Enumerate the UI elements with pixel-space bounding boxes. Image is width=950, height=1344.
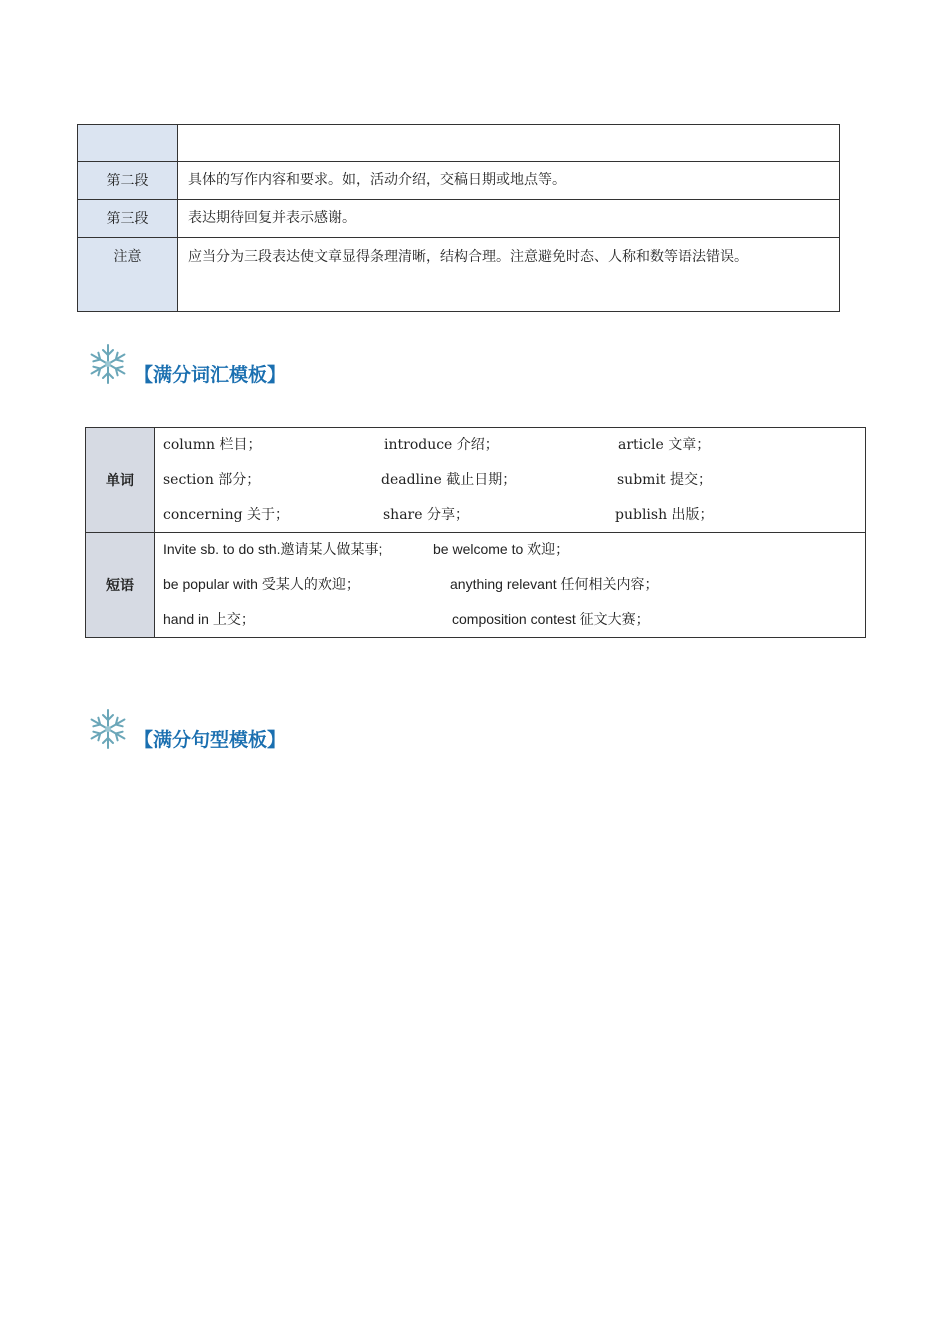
row-label: 第三段: [78, 200, 178, 238]
section-heading-vocab: [86, 342, 386, 386]
row-label: 第二段: [78, 162, 178, 200]
table-row: [78, 125, 840, 162]
vocab-word: concerning 关于；: [163, 507, 290, 523]
table-row: [78, 200, 840, 238]
row-text: [178, 125, 840, 162]
row-text: 应当分为三段表达使文章显得条理清晰，结构合理。注意避免时态、人称和数等语法错误。: [178, 238, 840, 312]
vocab-phrase: composition contest 征文大赛；: [452, 611, 650, 627]
row-label: [78, 125, 178, 162]
vocab-phrase: be popular with 受某人的欢迎；: [163, 576, 360, 592]
section-title: 【满分句型模板】: [134, 729, 287, 751]
table-row: [86, 533, 866, 638]
vocab-phrase: be welcome to 欢迎；: [433, 541, 570, 557]
vocab-word: introduce 介绍；: [384, 437, 499, 453]
row-text: 表达期待回复并表示感谢。: [178, 200, 840, 238]
section-title: 【满分词汇模板】: [134, 364, 287, 386]
words-cell: [155, 428, 866, 533]
vocab-phrase: Invite sb. to do sth.邀请某人做某事;: [163, 541, 383, 557]
row-text: 具体的写作内容和要求。如，活动介绍，交稿日期或地点等。: [178, 162, 840, 200]
vocab-word: section 部分；: [163, 472, 261, 488]
row-label: 单词: [86, 428, 155, 533]
row-label: 短语: [86, 533, 155, 638]
table-row: [78, 238, 840, 312]
vocab-table: [85, 427, 866, 638]
phrases-cell: [155, 533, 866, 638]
snowflake-icon: [86, 342, 130, 386]
vocab-word: submit 提交；: [617, 472, 712, 488]
table-row: [78, 162, 840, 200]
row-label: 注意: [78, 238, 178, 312]
vocab-phrase: hand in 上交；: [163, 611, 255, 627]
vocab-word: article 文章；: [618, 437, 711, 453]
table-row: [86, 428, 866, 533]
vocab-word: column 栏目；: [163, 437, 262, 453]
snowflake-icon: [86, 707, 130, 751]
vocab-word: share 分享；: [383, 507, 469, 523]
structure-table: [77, 124, 840, 312]
vocab-word: deadline 截止日期；: [381, 472, 517, 488]
vocab-phrase: anything relevant 任何相关内容；: [450, 576, 659, 592]
vocab-word: publish 出版；: [615, 507, 714, 523]
section-heading-sentence: [86, 707, 386, 751]
